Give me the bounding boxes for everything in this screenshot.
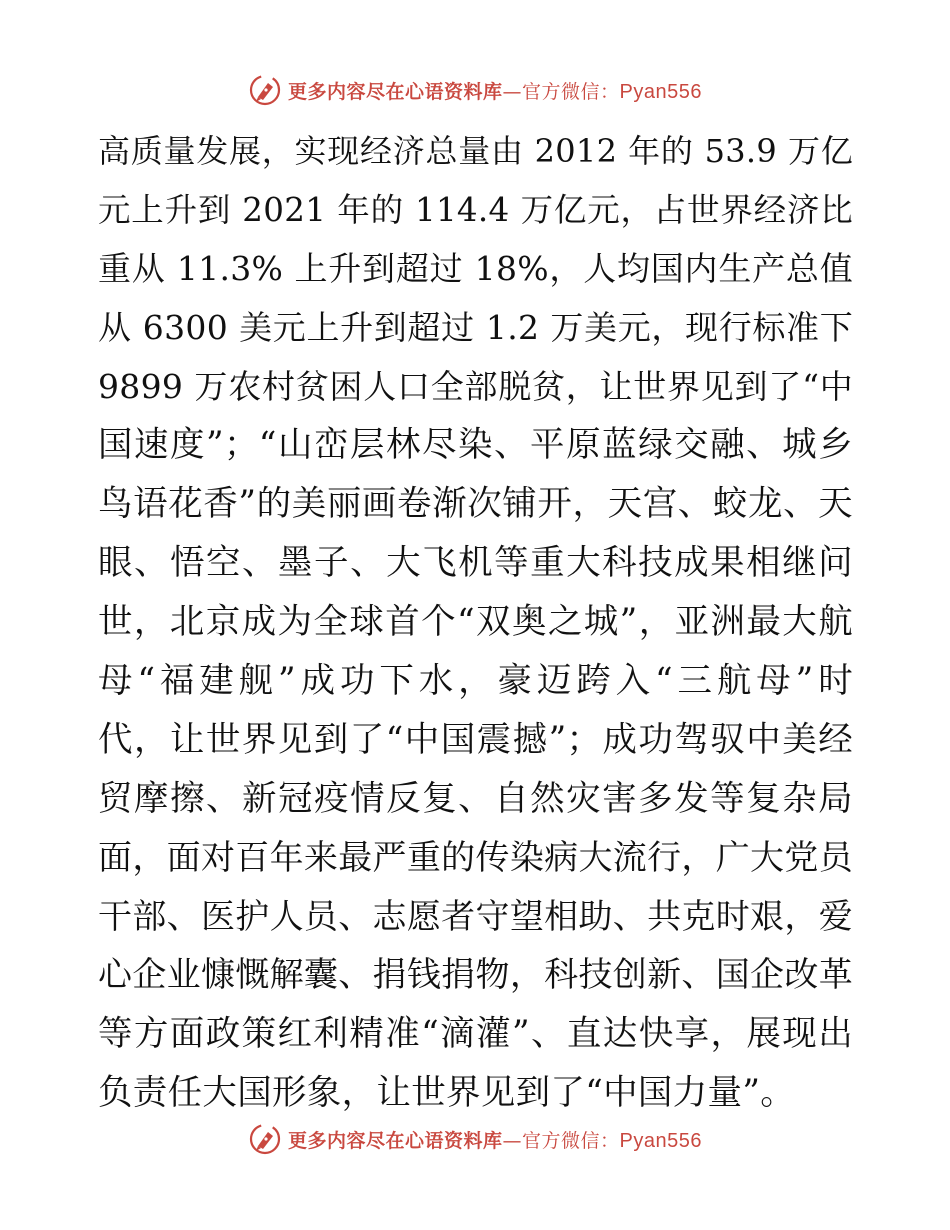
footer-wechat-label: 官方微信： bbox=[522, 1129, 620, 1152]
header-dash: — bbox=[502, 80, 523, 103]
text-line: 心企业慷慨解囊、捐钱捐物，科技创新、国企改革 bbox=[98, 955, 853, 996]
text-line: 世，北京成为全球首个“双奥之城”，亚洲最大航 bbox=[98, 602, 853, 643]
text-line: 眼、悟空、墨子、大飞机等重大科技成果相继问 bbox=[98, 543, 853, 584]
header-watermark-text bbox=[288, 77, 702, 104]
text-line: 高质量发展，实现经济总量由 2012 年的 53.9 万亿 bbox=[98, 132, 853, 170]
text-line: 9899 万农村贫困人口全部脱贫，让世界见到了“中 bbox=[98, 366, 853, 406]
text-line: 重从 11.3% 上升到超过 18%，人均国内生产总值 bbox=[98, 248, 853, 288]
pen-nib-logo-icon bbox=[248, 1122, 282, 1156]
footer-wechat-id: Pyan556 bbox=[619, 1129, 702, 1152]
text-line: 贸摩擦、新冠疫情反复、自然灾害多发等复杂局 bbox=[98, 778, 853, 819]
body-paragraph bbox=[98, 122, 853, 1123]
footer-watermark-text bbox=[288, 1126, 702, 1153]
footer-dash: — bbox=[502, 1129, 523, 1152]
header-wechat-id: Pyan556 bbox=[619, 80, 702, 103]
text-line: 干部、医护人员、志愿者守望相助、共克时艰，爱 bbox=[98, 896, 853, 937]
text-line: 等方面政策红利精准“滴灌”、直达快享，展现出 bbox=[98, 1014, 853, 1055]
text-line: 代，让世界见到了“中国震撼”；成功驾驭中美经 bbox=[98, 719, 853, 760]
text-line: 鸟语花香”的美丽画卷渐次铺开，天宫、蛟龙、天 bbox=[98, 484, 853, 525]
footer-watermark bbox=[0, 1121, 950, 1157]
header-watermark bbox=[0, 72, 950, 108]
text-line: 从 6300 美元上升到超过 1.2 万美元，现行标准下 bbox=[98, 307, 853, 347]
pen-nib-logo-icon bbox=[248, 73, 282, 107]
text-line: 母“福建舰”成功下水，豪迈跨入“三航母”时 bbox=[98, 661, 853, 702]
header-wechat-label: 官方微信： bbox=[522, 80, 620, 103]
text-line: 面，面对百年来最严重的传染病大流行，广大党员 bbox=[98, 837, 853, 878]
text-line: 元上升到 2021 年的 114.4 万亿元，占世界经济比 bbox=[98, 190, 853, 229]
text-line: 国速度”；“山峦层林尽染、平原蓝绿交融、城乡 bbox=[98, 425, 853, 466]
footer-site-text: 更多内容尽在心语资料库 bbox=[288, 1129, 503, 1152]
text-line-last: 负责任大国形象，让世界见到了“中国力量”。 bbox=[98, 1073, 796, 1114]
header-site-text: 更多内容尽在心语资料库 bbox=[288, 80, 503, 103]
